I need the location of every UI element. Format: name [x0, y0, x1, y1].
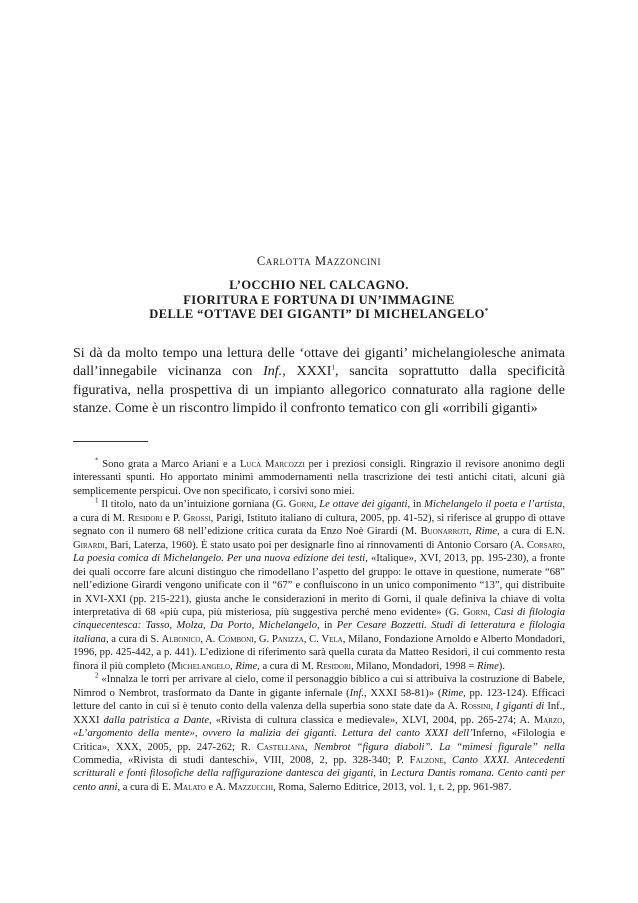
title-line-1: L’OCCHIO NEL CALCAGNO.	[229, 278, 409, 292]
footnote-work-title: Per Cesare Bozzetti. Studi di letteratura e filologia italiana	[73, 620, 565, 645]
footnote-text: , in	[407, 499, 425, 511]
footnote-author-name: Residori	[127, 512, 163, 524]
body-text-1: Si dà da molto tempo una lettura delle ‘ottave dei giganti’ michelangiolesche animata dall’innegabile vicinanza con	[73, 346, 565, 380]
footnote-text: Inf., XXXI	[73, 701, 565, 726]
footnote-work-title: «L’argomento della mente», ovvero la malizia dei giganti. Lettura del canto XXXI dell’	[73, 728, 473, 740]
footnote-star	[73, 458, 565, 498]
footnote-text: e P.	[162, 512, 184, 524]
footnote-author-name: Marzo	[533, 714, 563, 726]
footnote-author-name: Grossi	[183, 512, 211, 524]
footnote-1-marker: 1	[95, 496, 99, 505]
footnote-text: «Innalza le torri per arrivare al cielo, come il personaggio biblico a cui si attribuiva la costruzione di Babele, Nimrod o Nembrot, trasformato da Dante in gigante infernale (	[73, 674, 565, 699]
footnote-author-name: Corsaro	[526, 539, 563, 551]
footnote-text: ,	[305, 741, 314, 753]
footnote-separator	[73, 441, 148, 442]
footnote-text: , «Rivista di cultura classica e medievale», XLVI, 2004, pp. 265-274; A.	[209, 714, 534, 726]
footnote-text: , Milano, Fondazione Arnoldo e Alberto Mondadori, 1996, pp. 425-442, a p. 441). L’edizione di riferimento sarà quella curata da Matteo Residori, il cui commento resta finora il più completo (	[73, 633, 565, 672]
footnote-work-title: Michelangelo il poeta e l’artista	[424, 499, 563, 511]
footnote-author-name: Comboni	[218, 633, 254, 645]
footnote-text: Il titolo, nato da un’intuizione gorniana (G.	[98, 499, 289, 511]
footnote-work-title: Rime	[477, 660, 499, 672]
footnote-text: ,	[487, 606, 494, 618]
footnote-text: , Bari, Laterza, 1960). È stato usato poi per designarle fino ai rinnovamenti di Antonio Corsaro (A.	[104, 539, 527, 551]
footnote-text: ,	[443, 754, 453, 766]
title-line-2: FIORITURA E FORTUNA DI UN’IMMAGINE	[183, 292, 455, 307]
footnote-text: Commedia, «Rivista di studi danteschi», VIII, 2008, 2, pp. 328-340; P.	[73, 754, 410, 766]
footnote-text: , in	[373, 768, 391, 780]
footnote-text: , «Italique», XVI, 2013, pp. 195-230), a fronte dei quali occorre fare alcuni distinguo che rimodellano l’aspetto del gruppo: le ottave in questione, numerate “68” nell’edizione Girardi vengono unificate con il “67” e confluiscono in un unico componimento “13”, qui distribuite in XVI-XXI (pp. 215-221), giusta anche le considerazioni in merito di Gorni, il quale definiva la chiave di volta interpretativa di 68 «più cupa, più misteriosa, più suggestiva perché meno evidente» (G.	[73, 553, 565, 618]
body-inf-abbrev: Inf.	[263, 364, 283, 380]
footnote-author-name: Mazzucchi	[228, 781, 274, 793]
footnote-work-title: Lectura Dantis romana. Cento canti per cento anni	[73, 768, 565, 793]
footnote-text: ,	[562, 714, 565, 726]
footnote-text: , pp. 123-124). Efficaci letture del canto in cui si è tenuto conto della valenza della superbia sono state date da A.	[73, 687, 565, 713]
footnote-text: per i preziosi consigli. Ringrazio il revisore anonimo degli interessanti spunti. Ho apportato minimi ammodernamenti nella trascrizione dei testi antichi citati, alcuni già semplicemente perspicui. Ove non specificato, i corsivi sono miei.	[73, 459, 566, 497]
footnote-text: e A.	[205, 781, 229, 793]
footnote-author-name: Buonarroti	[420, 526, 469, 538]
footnote-author-name: Castellana	[256, 741, 306, 753]
footnote-text: , C.	[303, 633, 322, 645]
body-footnote-ref-1: 1	[331, 363, 335, 372]
footnote-author-name: Gorni	[462, 606, 488, 618]
footnote-text: , a cura di E.	[117, 781, 174, 793]
footnote-author-name: Panizza	[271, 633, 304, 645]
body-paragraph	[73, 345, 565, 419]
body-text-2: , XXXI	[282, 364, 332, 380]
footnote-text: ,	[468, 526, 476, 538]
footnote-author-name: Rossini	[460, 701, 491, 713]
footnote-text: , in	[317, 620, 337, 632]
footnote-1	[73, 498, 565, 673]
author-name: Carlotta Mazzoncini	[256, 254, 382, 268]
footnote-text: ,	[562, 539, 565, 551]
footnote-text: , A.	[200, 633, 219, 645]
footnote-author-name: Malato	[173, 781, 206, 793]
footnote-text: ,	[490, 701, 497, 713]
footnote-work-title: La poesia comica di Michelangelo. Per una nuova edizione dei testi	[73, 553, 366, 565]
footnote-work-title: Rime	[475, 526, 498, 538]
footnote-text: ,	[313, 499, 320, 511]
footnote-work-title: Nembrot “figura diaboli”. La “mimesi figurale” nella	[313, 741, 565, 753]
footnote-text: , Milano, Mondadori, 1998 =	[350, 660, 478, 672]
footnote-2	[73, 673, 565, 794]
footnote-text: Inferno, «Filologia e Critica», XXX, 2005, pp. 247-262; R.	[73, 728, 565, 753]
footnote-work-title: dalla patristica a Dante	[103, 714, 210, 726]
footnote-2-marker: 2	[95, 671, 99, 680]
footnote-text: , a cura di M.	[257, 660, 317, 672]
footnote-text: , G.	[253, 633, 272, 645]
footnote-author-name: Gorni	[288, 499, 314, 511]
footnote-author-name: Michelangelo	[171, 660, 231, 672]
footnote-author-name: Falzone	[409, 754, 444, 766]
footnote-work-title: I giganti di	[496, 701, 545, 713]
title-line-3	[0, 307, 638, 322]
footnote-work-title: Inf.	[349, 687, 365, 699]
footnote-text: , a cura di S.	[105, 633, 162, 645]
footnote-work-title: Casi di filologia cinquecentesca: Tasso, Molza, Da Porto, Michelangelo	[73, 606, 566, 632]
footnotes	[73, 458, 565, 794]
footnote-work-title: Canto XXXI. Antecedenti scritturali e fonti filosofiche della raffigurazione dantesca dei giganti	[73, 754, 565, 780]
footnote-work-title: Le ottave dei giganti	[319, 499, 408, 511]
title-line-3-text: DELLE “OTTAVE DEI GIGANTI” DI MICHELANGELO	[149, 307, 485, 321]
footnote-text: , a cura di E.N.	[497, 526, 565, 538]
footnote-text: ,	[230, 660, 236, 672]
title-footnote-marker: *	[484, 306, 489, 315]
footnote-text: Sono grata a Marco Ariani e a	[98, 459, 240, 470]
footnote-work-title: Rime	[235, 660, 258, 672]
footnote-work-title: Rime	[441, 687, 464, 699]
footnote-text: , a cura di M.	[73, 499, 565, 524]
footnote-text: ).	[498, 660, 505, 672]
footnote-author-name: Albonico	[161, 633, 201, 645]
footnote-text: , Parigi, Istituto italiano di cultura, 2005, pp. 41-52), si riferisce al gruppo di ottave segnato con il numero 68 nell’edizione critica curata da Enzo Noè Girardi (M.	[73, 512, 565, 538]
footnote-author-name: Luca Marcozzi	[239, 459, 305, 470]
footnote-star-marker: *	[95, 456, 99, 465]
footnote-author-name: Vela	[321, 633, 343, 645]
footnote-text: , XXXI 58-81)» (	[364, 687, 442, 699]
footnote-author-name: Girardi	[73, 539, 105, 551]
footnote-text: , Roma, Salerno Editrice, 2013, vol. 1, t. 2, pp. 961-987.	[273, 781, 512, 793]
body-text-3: , sancita soprattutto dalla specificità figurativa, nella prospettiva di un impianto allegorico connaturato alla ragione delle stanze. Come è un riscontro limpido il confronto tematico con gli «orribili giganti»	[73, 364, 565, 417]
footnote-author-name: Residori	[316, 660, 351, 672]
article-title	[0, 278, 638, 322]
